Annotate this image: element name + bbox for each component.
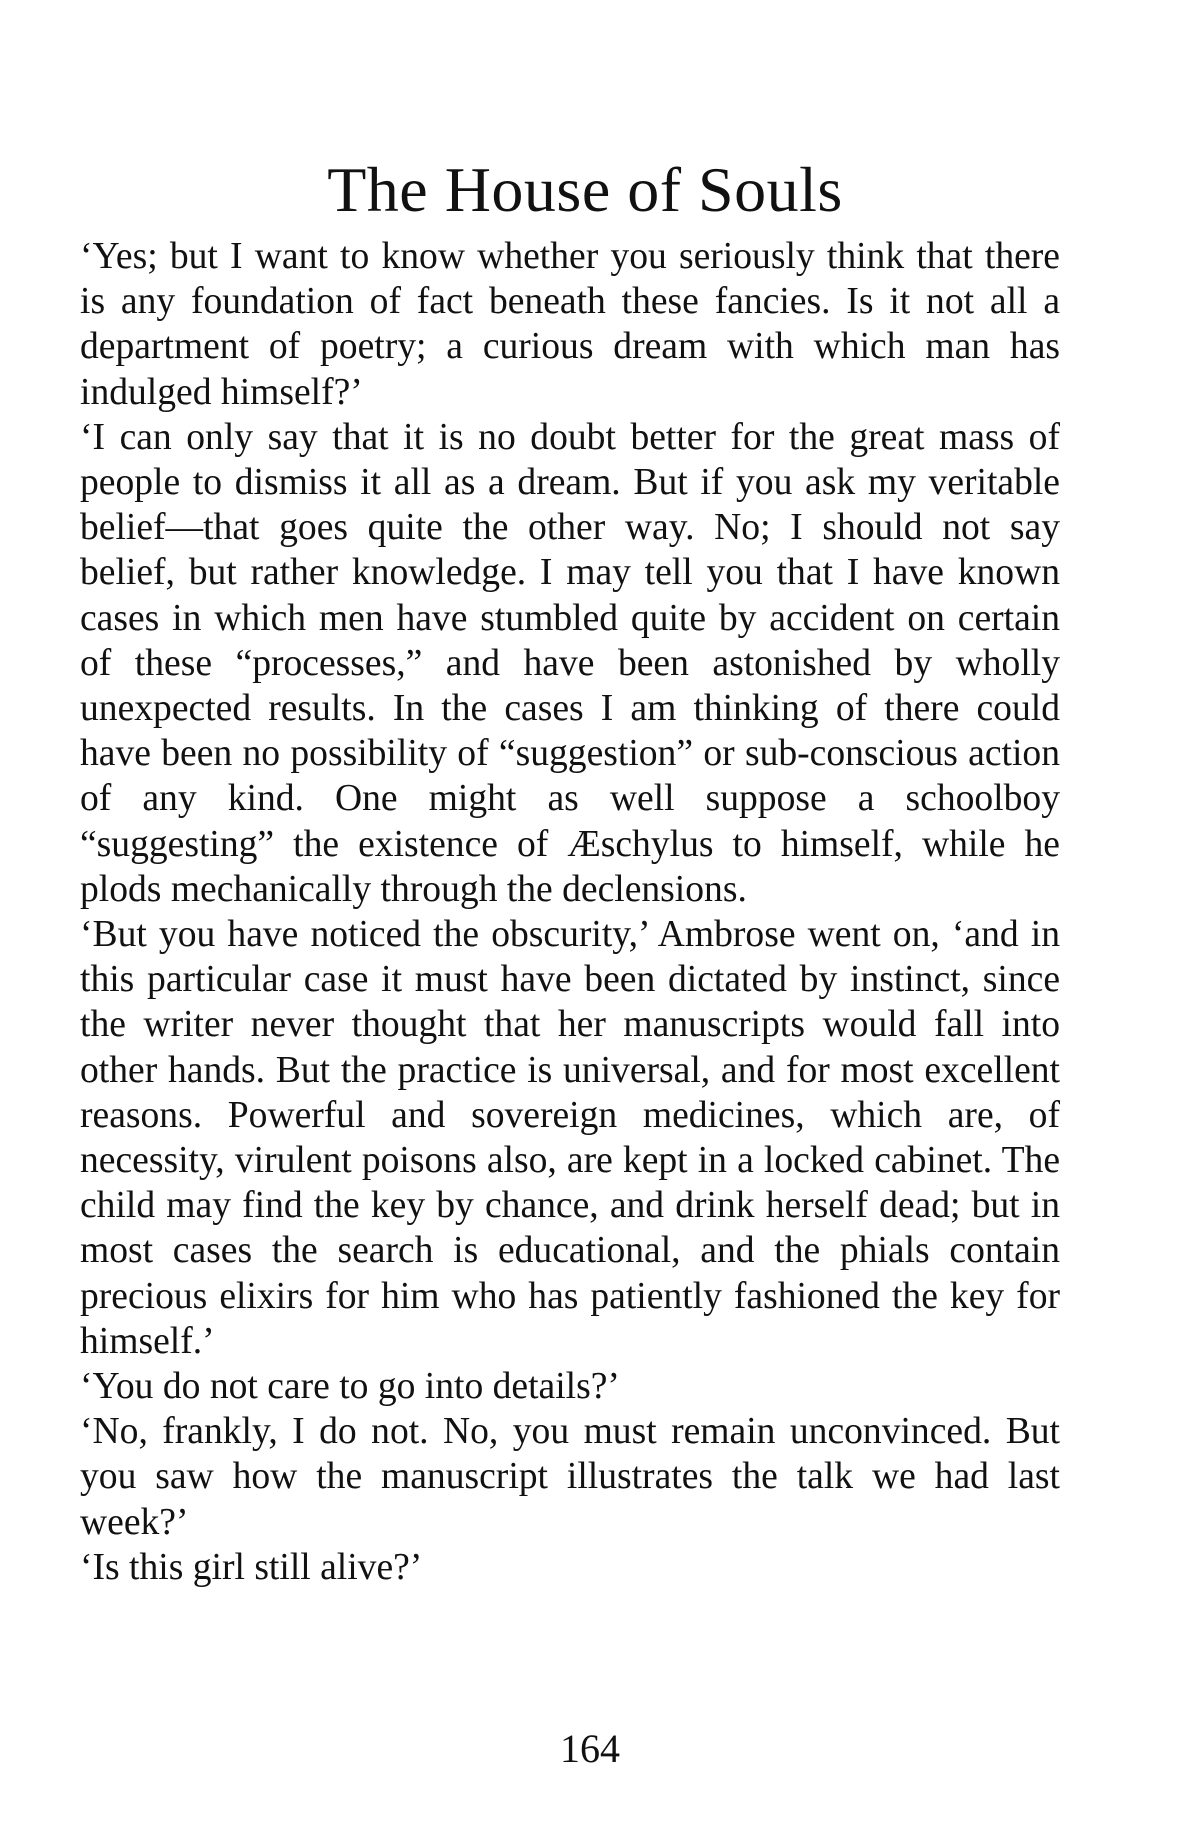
body-text [80,234,1060,1590]
paragraph: ‘Is this girl still alive?’ [80,1546,423,1588]
paragraph: ‘Yes; but I want to know whether you seriously think that there is any foundation of fact beneath these fancies. Is it not all a department of poetry; a curious dream with which man has indulged himself?’ [80,236,1060,413]
page-number: 164 [560,1726,620,1771]
paragraph: ‘I can only say that it is no doubt better for the great mass of people to dismiss it all as a dream. But if you ask my veritable belief—that goes quite the other way. No; I should not say belief, but rather knowledge. I may tell you that I have known cases in which men have stumbled quite by accident on certain of these “processes,” and have been astonished by wholly unexpected results. In the cases I am thinking of there could have been no possibility of “suggestion” or sub-conscious action of any kind. One might as well suppose a schoolboy “suggesting” the existence of Æschylus to himself, while he plods mechanically through the declensions. [80,416,1060,910]
book-page [80,150,1060,1590]
paragraph: ‘You do not care to go into details?’ [80,1366,620,1408]
running-title: The House of Souls [327,154,843,225]
paragraph: ‘No, frankly, I do not. No, you must remain unconvinced. But you saw how the manuscript illustrates the talk we had last week?’ [80,1411,1060,1543]
paragraph: ‘But you have noticed the obscurity,’ Ambrose went on, ‘and in this particular case it must have been dictated by instinct, since the writer never thought that her manuscripts would fall into other hands. But the practice is universal, and for most excellent reasons. Powerful and sovereign medicines, which are, of necessity, virulent poisons also, are kept in a locked cabinet. The child may find the key by chance, and drink herself dead; but in most cases the search is educational, and the phials contain precious elixirs for him who has patiently fashioned the key for himself.’ [80,914,1060,1362]
